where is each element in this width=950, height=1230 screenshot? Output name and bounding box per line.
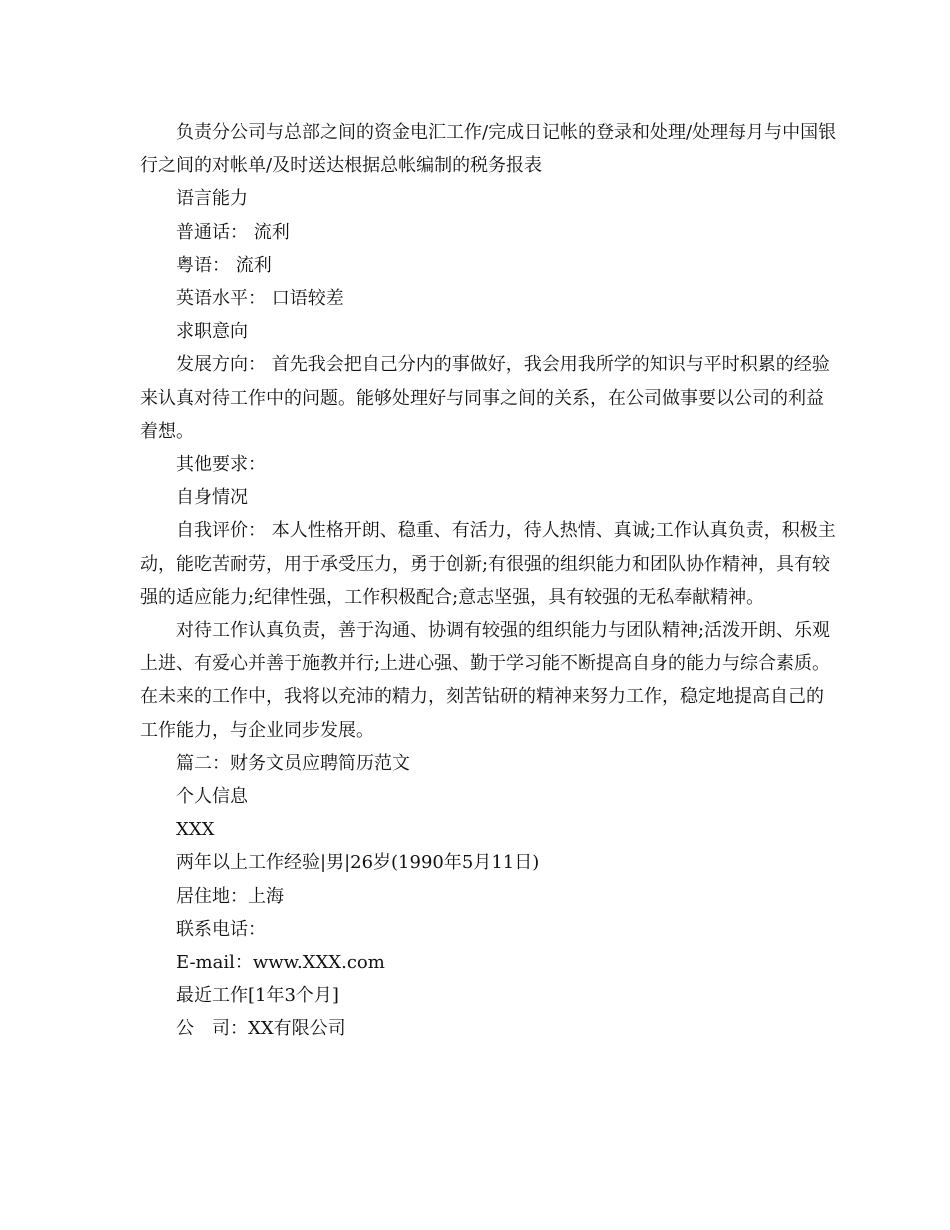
paragraph-phone: 联系电话：	[176, 918, 266, 940]
paragraph-experience-summary: 两年以上工作经验|男|26岁(1990年5月11日)	[176, 852, 540, 874]
heading-personal-info: 个人信息	[176, 786, 248, 808]
heading-job-intention: 求职意向	[176, 321, 248, 343]
paragraph-mandarin: 普通话： 流利	[176, 221, 290, 243]
paragraph-recent-work: 最近工作[1年3个月]	[176, 985, 339, 1007]
heading-self-situation: 自身情况	[176, 487, 248, 509]
paragraph-residence: 居住地：上海	[176, 885, 284, 907]
paragraph-name: XXX	[176, 819, 215, 841]
paragraph-email: E-mail：www.XXX.com	[176, 952, 385, 974]
heading-part-two: 篇二：财务文员应聘简历范文	[176, 752, 410, 774]
heading-language-skills: 语言能力	[176, 188, 248, 210]
paragraph-development-direction: 发展方向： 首先我会把自己分内的事做好，我会用我所学的知识与平时积累的经验来认真对待工作中的问题。能够处理好与同事之间的关系，在公司做事要以公司的利益着想。	[140, 354, 830, 442]
paragraph-self-evaluation: 自我评价： 本人性格开朗、稳重、有活力，待人热情、真诚;工作认真负责，积极主动，能吃苦耐劳，用于承受压力，勇于创新;有很强的组织能力和团队协作精神，具有较强的适应能力;纪律性强，工作积极配合;意志坚强，具有较强的无私奉献精神。	[140, 520, 836, 608]
paragraph-cantonese: 粤语： 流利	[176, 254, 272, 276]
paragraph-other-requirements: 其他要求：	[176, 454, 266, 476]
paragraph-company: 公 司：XX有限公司	[176, 1018, 346, 1040]
document-body	[140, 116, 840, 1046]
paragraph-work-attitude: 对待工作认真负责，善于沟通、协调有较强的组织能力与团队精神;活泼开朗、乐观上进、有爱心并善于施教并行;上进心强、勤于学习能不断提高自身的能力与综合素质。在未来的工作中，我将以充沛的精力，刻苦钻研的精神来努力工作，稳定地提高自己的工作能力，与企业同步发展。	[140, 620, 831, 741]
paragraph-duties: 负责分公司与总部之间的资金电汇工作/完成日记帐的登录和处理/处理每月与中国银行之间的对帐单/及时送达根据总帐编制的税务报表	[140, 122, 837, 177]
paragraph-english-level: 英语水平： 口语较差	[176, 288, 344, 310]
